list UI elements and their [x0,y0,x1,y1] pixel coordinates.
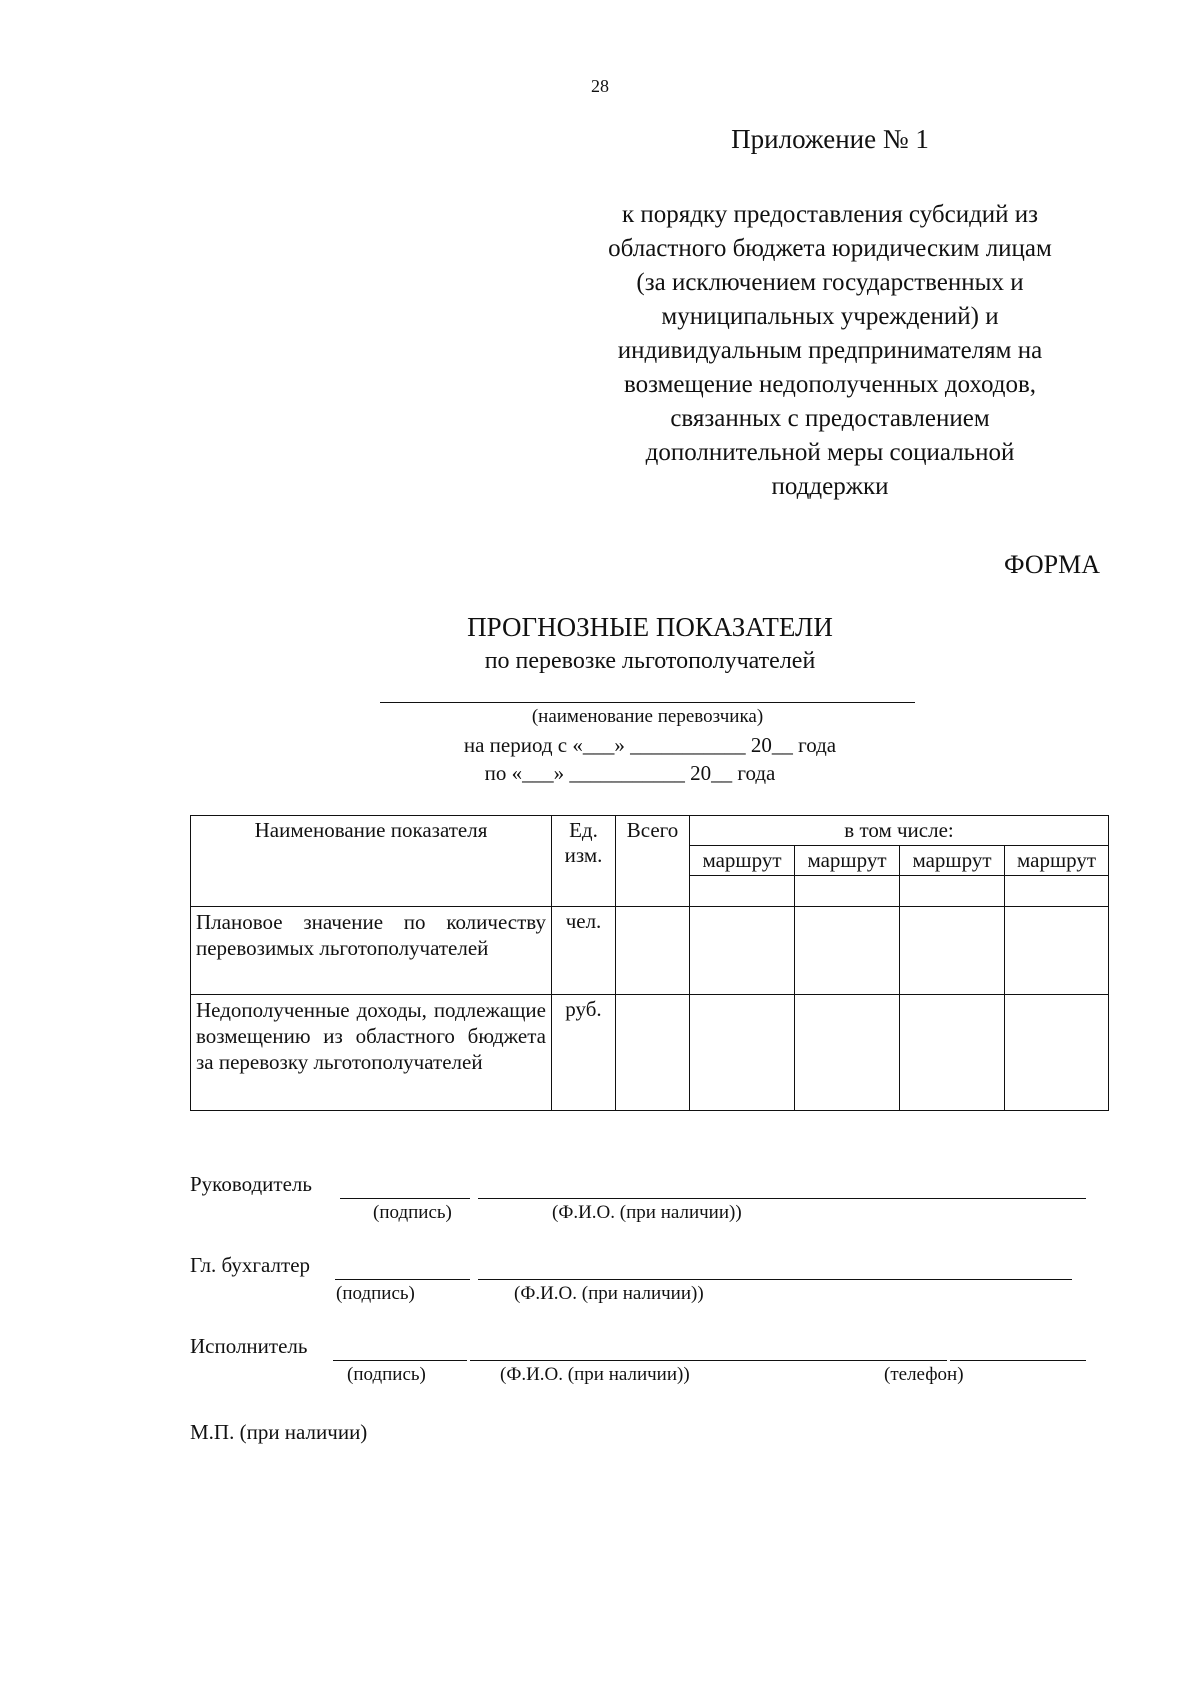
row-unit: чел. [552,907,616,995]
route-number-cell[interactable] [900,876,1005,907]
executor-label: Исполнитель [190,1334,308,1358]
accountant-fio-caption: (Ф.И.О. (при наличии)) [514,1283,704,1304]
form-label: ФОРМА [1004,550,1100,579]
stamp-label: М.П. (при наличии) [190,1420,368,1444]
appendix-subtitle: к порядку предоставления субсидий из областного бюджета юридическим лицам (за исключением государственных и муниципальных учреждений) и индивидуальным предпринимателям на возмещение недополученных доходов, связанных с предоставлением дополнительной меры социальной поддержки [608,201,1052,500]
head-fio-caption: (Ф.И.О. (при наличии)) [552,1202,742,1223]
header-route: маршрут [900,846,1005,876]
page-number: 28 [591,76,609,96]
route-number-cell[interactable] [690,876,795,907]
accountant-label: Гл. бухгалтер [190,1253,311,1277]
head-signature-line[interactable] [340,1176,470,1199]
head-label: Руководитель [190,1172,312,1196]
period-from: на период с «___» ___________ 20__ года [463,733,837,757]
carrier-name-caption: (наименование перевозчика) [531,706,764,727]
row-label: Плановое значение по количеству перевозимых льготополучателей [191,907,552,995]
executor-fio-caption: (Ф.И.О. (при наличии)) [500,1364,690,1385]
carrier-name-line [380,702,915,703]
executor-fio-line[interactable] [470,1338,947,1361]
value-cell[interactable] [795,995,900,1111]
header-unit: Ед. изм. [552,816,616,907]
header-indicator-name: Наименование показателя [191,816,552,907]
head-signature-caption: (подпись) [373,1202,452,1223]
table-row [191,995,1109,1111]
accountant-signature-line[interactable] [335,1257,470,1280]
header-route: маршрут [690,846,795,876]
header-including: в том числе: [690,816,1109,846]
route-number-cell[interactable] [1005,876,1109,907]
header-route: маршрут [795,846,900,876]
table-row [191,907,1109,995]
header-route: маршрут [1005,846,1109,876]
executor-signature-line[interactable] [333,1338,467,1361]
appendix-title: Приложение № 1 [731,124,929,154]
indicators-table [190,815,1109,1111]
value-cell[interactable] [1005,995,1109,1111]
document-subtitle: по перевозке льготополучателей [484,648,816,674]
accountant-signature-caption: (подпись) [336,1283,415,1304]
value-cell[interactable] [1005,907,1109,995]
executor-signature-caption: (подпись) [347,1364,426,1385]
accountant-fio-line[interactable] [478,1257,1072,1280]
value-cell[interactable] [690,995,795,1111]
head-fio-line[interactable] [478,1176,1086,1199]
period-to: по «___» ___________ 20__ года [484,761,776,785]
value-cell[interactable] [616,907,690,995]
header-total: Всего [616,816,690,907]
row-unit: руб. [552,995,616,1111]
document-title: ПРОГНОЗНЫЕ ПОКАЗАТЕЛИ [467,612,833,642]
value-cell[interactable] [900,907,1005,995]
route-number-cell[interactable] [795,876,900,907]
executor-phone-line[interactable] [950,1338,1086,1361]
value-cell[interactable] [690,907,795,995]
value-cell[interactable] [616,995,690,1111]
value-cell[interactable] [795,907,900,995]
value-cell[interactable] [900,995,1005,1111]
row-label: Недополученные доходы, подлежащие возмещению из областного бюджета за перевозку льготополучателей [191,995,552,1111]
executor-phone-caption: (телефон) [884,1364,964,1385]
